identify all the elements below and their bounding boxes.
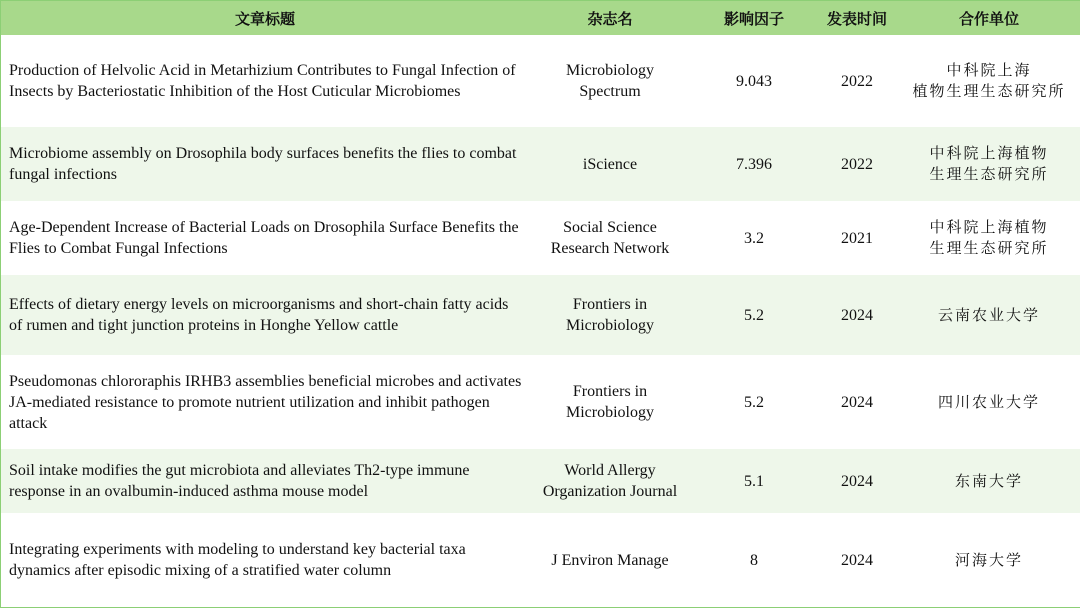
journal-name	[529, 35, 691, 127]
affiliation-line: 东南大学	[954, 471, 1023, 490]
affiliation-line: 中科院上海植物	[929, 218, 1049, 236]
journal-name	[529, 275, 691, 355]
affiliation-line: 中科院上海植物	[929, 144, 1049, 162]
journal-line: Microbiology	[566, 317, 654, 334]
article-title: Integrating experiments with modeling to understand key bacterial taxa dynamics after episodic mixing of a stratified water column	[9, 541, 466, 579]
publication-table	[1, 1, 1080, 607]
journal-line: Social Science	[563, 219, 657, 236]
journal-line: Frontiers in	[572, 383, 648, 400]
impact-factor: 8	[750, 551, 758, 569]
publish-year: 2021	[841, 229, 873, 247]
header-affiliation: 合作单位	[958, 9, 1019, 28]
journal-line: Microbiology	[566, 62, 654, 79]
impact-factor: 7.396	[736, 155, 772, 173]
affiliation	[897, 449, 1080, 513]
journal-line: Organization Journal	[542, 483, 678, 500]
article-title: Effects of dietary energy levels on microorganisms and short-chain fatty acids of rumen and tight junction proteins in Honghe Yellow cattle	[9, 296, 509, 334]
publish-year: 2024	[841, 551, 873, 569]
journal-line: Research Network	[550, 240, 670, 257]
journal-line: Frontiers in	[572, 296, 648, 313]
affiliation	[897, 35, 1080, 127]
affiliation	[897, 275, 1080, 355]
affiliation-line: 四川农业大学	[937, 392, 1040, 411]
table-row	[1, 355, 1080, 449]
header-title: 文章标题	[234, 9, 295, 28]
header-publish-year: 发表时间	[826, 9, 887, 28]
affiliation-line: 云南农业大学	[937, 305, 1040, 324]
journal-name	[529, 127, 691, 201]
journal-line: J Environ Manage	[551, 551, 669, 569]
impact-factor: 5.2	[744, 393, 764, 411]
publish-year: 2024	[841, 306, 873, 324]
affiliation	[897, 355, 1080, 449]
affiliation-line: 河海大学	[954, 550, 1023, 569]
publish-year: 2022	[841, 72, 873, 90]
journal-line: World Allergy	[564, 462, 656, 479]
impact-factor: 5.2	[744, 306, 764, 324]
table-row	[1, 275, 1080, 355]
publish-year: 2024	[841, 393, 873, 411]
affiliation-line: 生理生态研究所	[929, 165, 1049, 183]
affiliation	[897, 127, 1080, 201]
article-title: Production of Helvolic Acid in Metarhizium Contributes to Fungal Infection of Insects by Bacteriostatic Inhibition of the Host Cuticular Microbiomes	[9, 62, 516, 100]
affiliation-line: 植物生理生态研究所	[912, 82, 1066, 100]
article-title: Age-Dependent Increase of Bacterial Loads on Drosophila Surface Benefits the Flies to Combat Fungal Infections	[9, 219, 519, 257]
journal-name	[529, 513, 691, 607]
affiliation	[897, 201, 1080, 275]
header-impact-factor: 影响因子	[723, 9, 784, 28]
impact-factor: 3.2	[744, 229, 764, 247]
journal-name	[529, 201, 691, 275]
journal-line: Microbiology	[566, 404, 654, 421]
table-row	[1, 513, 1080, 607]
table-row	[1, 449, 1080, 513]
journal-name	[529, 449, 691, 513]
affiliation-line: 中科院上海	[946, 61, 1032, 79]
article-title: Pseudomonas chlororaphis IRHB3 assemblies beneficial microbes and activates JA-mediated resistance to promote nutrient utilization and inhibit pathogen attack	[9, 372, 522, 432]
journal-name	[529, 355, 691, 449]
journal-line: Spectrum	[579, 83, 641, 100]
impact-factor: 9.043	[736, 72, 772, 90]
table-header-row	[1, 1, 1080, 35]
journal-line: iScience	[582, 155, 638, 173]
affiliation	[897, 513, 1080, 607]
table-row	[1, 201, 1080, 275]
article-title: Soil intake modifies the gut microbiota and alleviates Th2-type immune response in an ovalbumin-induced asthma mouse model	[9, 462, 470, 500]
table-row	[1, 35, 1080, 127]
header-journal: 杂志名	[587, 9, 633, 28]
table-row	[1, 127, 1080, 201]
affiliation-line: 生理生态研究所	[929, 239, 1049, 257]
article-title: Microbiome assembly on Drosophila body surfaces benefits the flies to combat fungal infections	[9, 145, 517, 183]
publish-year: 2024	[841, 472, 873, 490]
publish-year: 2022	[841, 155, 873, 173]
impact-factor: 5.1	[744, 472, 764, 490]
